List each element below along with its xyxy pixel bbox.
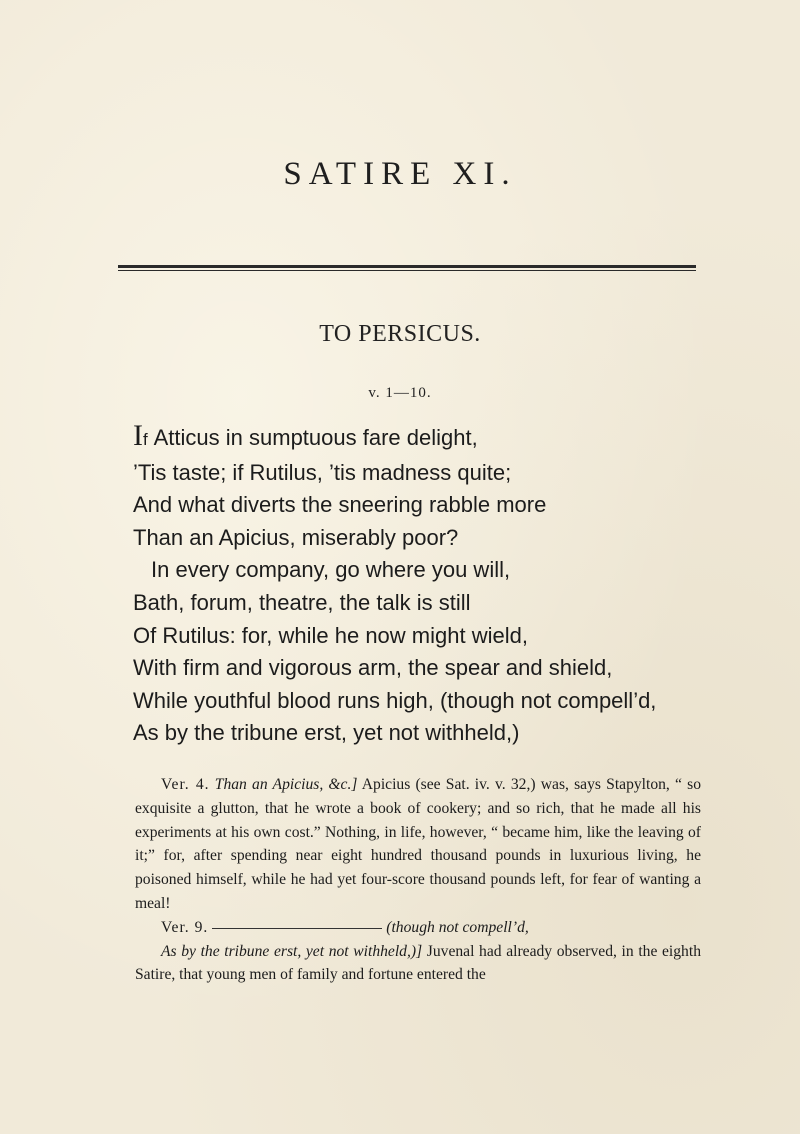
poem-line: Of Rutilus: for, while he now might wield, bbox=[133, 622, 528, 648]
footnote-ver-9 bbox=[135, 916, 701, 987]
title-rule-thin bbox=[118, 270, 696, 271]
footnote-reference: As by the tribune erst, yet not withheld,)] bbox=[161, 942, 423, 960]
poem-line: With firm and vigorous arm, the spear and shield, bbox=[133, 655, 613, 681]
quotation-dash bbox=[212, 928, 382, 929]
verse-range: v. 1—10. bbox=[368, 385, 432, 401]
dedication-subtitle: TO PERSICUS. bbox=[319, 321, 481, 347]
poem bbox=[133, 420, 733, 750]
footnote-text: Apicius (see Sat. iv. v. 32,) was, says Stapylton, “ so exquisite a glutton, that he wrote a book of cookery; and so rich, that he made all his experiments at his own cost.” Nothing, in life, however, “ became him, like the leaving of it;” for, after spending near eight hundred thousand pounds in luxurious living, he poisoned himself, while he had yet four-score thousand pounds left, for fear of wanting a meal! bbox=[135, 776, 702, 912]
footnote-label: Ver. 4. bbox=[161, 776, 210, 793]
drop-cap-rest: f bbox=[143, 430, 149, 449]
poem-line: And what diverts the sneering rabble more bbox=[133, 492, 547, 518]
drop-cap: I bbox=[133, 419, 143, 452]
footnote-label: Ver. 9. bbox=[161, 918, 209, 936]
poem-line: Than an Apicius, miserably poor? bbox=[133, 524, 459, 550]
poem-line: Bath, forum, theatre, the talk is still bbox=[133, 589, 471, 615]
footnote-reference: Than an Apicius, &c.] bbox=[214, 776, 358, 793]
footnotes bbox=[135, 773, 701, 987]
footnote-reference: (though not compell’d, bbox=[386, 918, 529, 936]
poem-line: As by the tribune erst, yet not withheld,) bbox=[133, 720, 520, 746]
page-title: SATIRE XI. bbox=[283, 156, 517, 192]
poem-line: While youthful blood runs high, (though not compell’d, bbox=[133, 687, 657, 713]
title-rule-thick bbox=[118, 265, 696, 268]
poem-line: ’Tis taste; if Rutilus, ’tis madness quite; bbox=[133, 459, 512, 485]
poem-line-1-text: Atticus in sumptuous fare delight, bbox=[148, 425, 478, 450]
poem-line-1 bbox=[133, 420, 733, 457]
footnote-text: Juvenal had already observed, in the eighth Satire, that young men of family and fortune entered the bbox=[135, 942, 701, 984]
poem-line: In every company, go where you will, bbox=[151, 557, 511, 583]
footnote-ver-4 bbox=[135, 773, 701, 916]
